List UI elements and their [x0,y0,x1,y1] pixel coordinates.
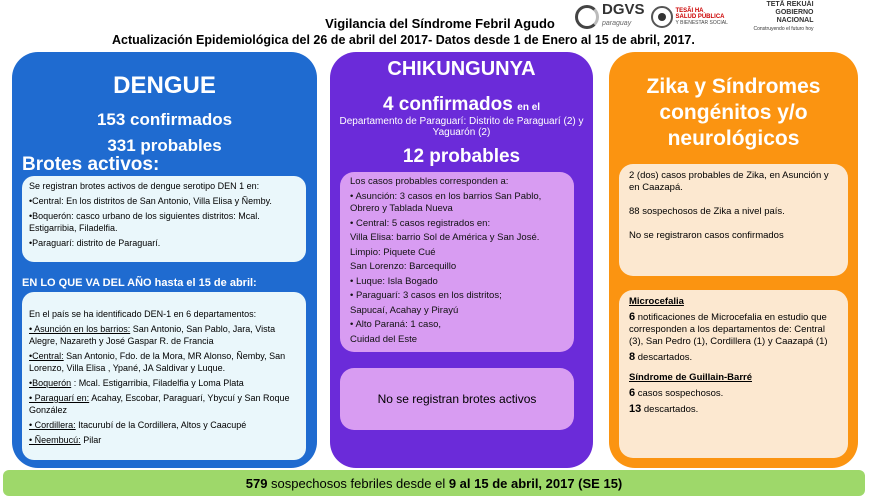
dengue-panel [12,52,317,468]
brotes-central: •Central: En los distritos de San Antonio, Villa Elisa y Ñemby. [29,196,272,206]
footer-text: sospechosos febriles desde el [267,475,449,491]
zika-panel [609,52,858,468]
chik-alto-parana-city: Cuidad del Este [350,333,418,345]
msp-line1: TESÃI HA [675,8,704,14]
chik-paraguari-districts: Sapucaí, Acahay y Pirayú [350,304,459,316]
gb-heading: Síndrome de Guillain-Barré [629,372,752,383]
gob-line1: TETÃ REKUÁI [766,1,814,8]
chik-paraguari: • Paraguarí: 3 casos en los distritos; [350,290,502,301]
footer-summary [3,470,865,496]
gob-line2: GOBIERNO NACIONAL [775,9,814,24]
msp-logo [651,6,738,28]
micro-text: 6 notificaciones de Microcefalia en estudio que corresponden a los departamentos de: Central (3), San Pedro (1), Cordillera (1) y Caazapá (1) [629,311,828,347]
brotes-intro: Se registran brotes activos de dengue serotipo DEN 1 en: [29,181,260,191]
chik-probables: 12 probables [402,146,521,167]
dep-paraguari: • Paraguarí en: Acahay, Escobar, Paraguarí, Ybycuí y San Roque González [29,393,290,415]
dgvs-mark-icon [575,5,599,29]
dengue-probables: 331 probables [107,136,222,155]
dgvs-logo [575,3,645,31]
dengue-year-heading: EN LO QUE VA DEL AÑO hasta el 15 de abril: [22,277,257,289]
micro-heading: Microcefalia [629,296,684,307]
national-seal-icon [651,6,673,28]
chik-location: Departamento de Paraguarí: Distrito de Paraguarí (2) y Yaguarón (2) [339,116,584,138]
chik-confirmados: 4 confirmados [382,94,513,115]
chik-central: • Central: 5 casos registrados en: [350,217,491,229]
chik-confirmados-line [330,94,593,116]
logo-bar [575,2,867,32]
dep-central: •Central: San Antonio, Fdo. de la Mora, MR Alonso, Ñemby, San Lorenzo, Villa Elisa , Ypané, JA Saldivar y Luque. [29,351,286,373]
msp-line2: SALUD PÚBLICA [675,14,725,20]
dengue-title: DENGUE [113,72,216,99]
footer-range: 9 al 15 de abril, 2017 (SE 15) [448,475,623,491]
zika-sospechosos: 88 sospechosos de Zika a nivel país. [629,206,785,217]
brotes-paraguari: •Paraguarí: distrito de Paraguarí. [29,238,161,248]
zika-syndromes-box [619,290,848,458]
chik-cases-box [340,172,574,352]
chik-list-intro: Los casos probables corresponden a: [350,176,509,187]
dengue-confirmados: 153 confirmados [96,110,233,129]
chik-villa-elisa: Villa Elisa: barrio Sol de América y San José. [350,232,540,243]
chik-limpio: Limpio: Piquete Cué [350,246,436,258]
dep-neembucu: • Ñeembucú: Pilar [29,435,102,445]
chik-san-lorenzo: San Lorenzo: Barcequillo [350,261,457,272]
zika-probables: 2 (dos) casos probables de Zika, en Asunción y en Caazapá. [629,170,829,193]
zika-cases-box [619,164,848,276]
dengue-brotes-heading: Brotes activos: [22,154,160,175]
dep-boqueron: •Boquerón : Mcal. Estigarribia, Filadelfia y Loma Plata [29,378,244,388]
dep-asuncion: • Asunción en los barrios: San Antonio, San Pablo, Jara, Vista Alegre, Nazareth y José Gaspar R. de Francia [29,324,276,346]
chik-no-brotes: No se registran brotes activos [340,368,574,430]
dgvs-logo-sub: paraguay [602,20,632,27]
gob-line3: Construyendo el futuro hoy [753,26,814,32]
dengue-brotes-box [22,176,306,262]
brotes-boqueron: •Boquerón: casco urbano de los siguientes distritos: Mcal. Estigarribia, Filadelfia. [29,211,260,233]
gobierno-logo [744,1,814,33]
chik-asuncion: • Asunción: 3 casos en los barrios San Pablo, Obrero y Tablada Nueva [350,190,542,214]
chik-alto-parana: • Alto Paraná: 1 caso, [350,319,441,330]
dengue-departments-box [22,292,306,460]
micro-descartados: 8 descartados. [629,351,693,363]
chik-luque: • Luque: Isla Bogado [350,275,438,287]
year-intro: En el país se ha identificado DEN-1 en 6 departamentos: [29,309,257,319]
page-subtitle: Actualización Epidemiológica del 26 de abril del 2017- Datos desde 1 de Enero al 15 de abril, 2017. [112,33,695,47]
gb-descartados: 13 descartados. [629,403,699,415]
page-title: Vigilancia del Síndrome Febril Agudo [325,16,555,31]
chikungunya-panel [330,52,593,468]
chik-title: CHIKUNGUNYA [387,58,536,80]
footer-count: 579 [245,475,268,491]
zika-title: Zika y Síndromes congénitos y/o neurológicos [646,75,821,150]
gb-text: 6 casos sospechosos. [629,387,724,399]
dgvs-logo-text: DGVS [602,1,645,18]
dep-cordillera: • Cordillera: Itacurubí de la Cordillera, Altos y Caacupé [29,420,247,430]
chik-confirmados-suffix: en el [517,102,541,113]
msp-line3: Y BIENESTAR SOCIAL [675,20,728,26]
zika-no-confirmados: No se registraron casos confirmados [629,230,784,241]
